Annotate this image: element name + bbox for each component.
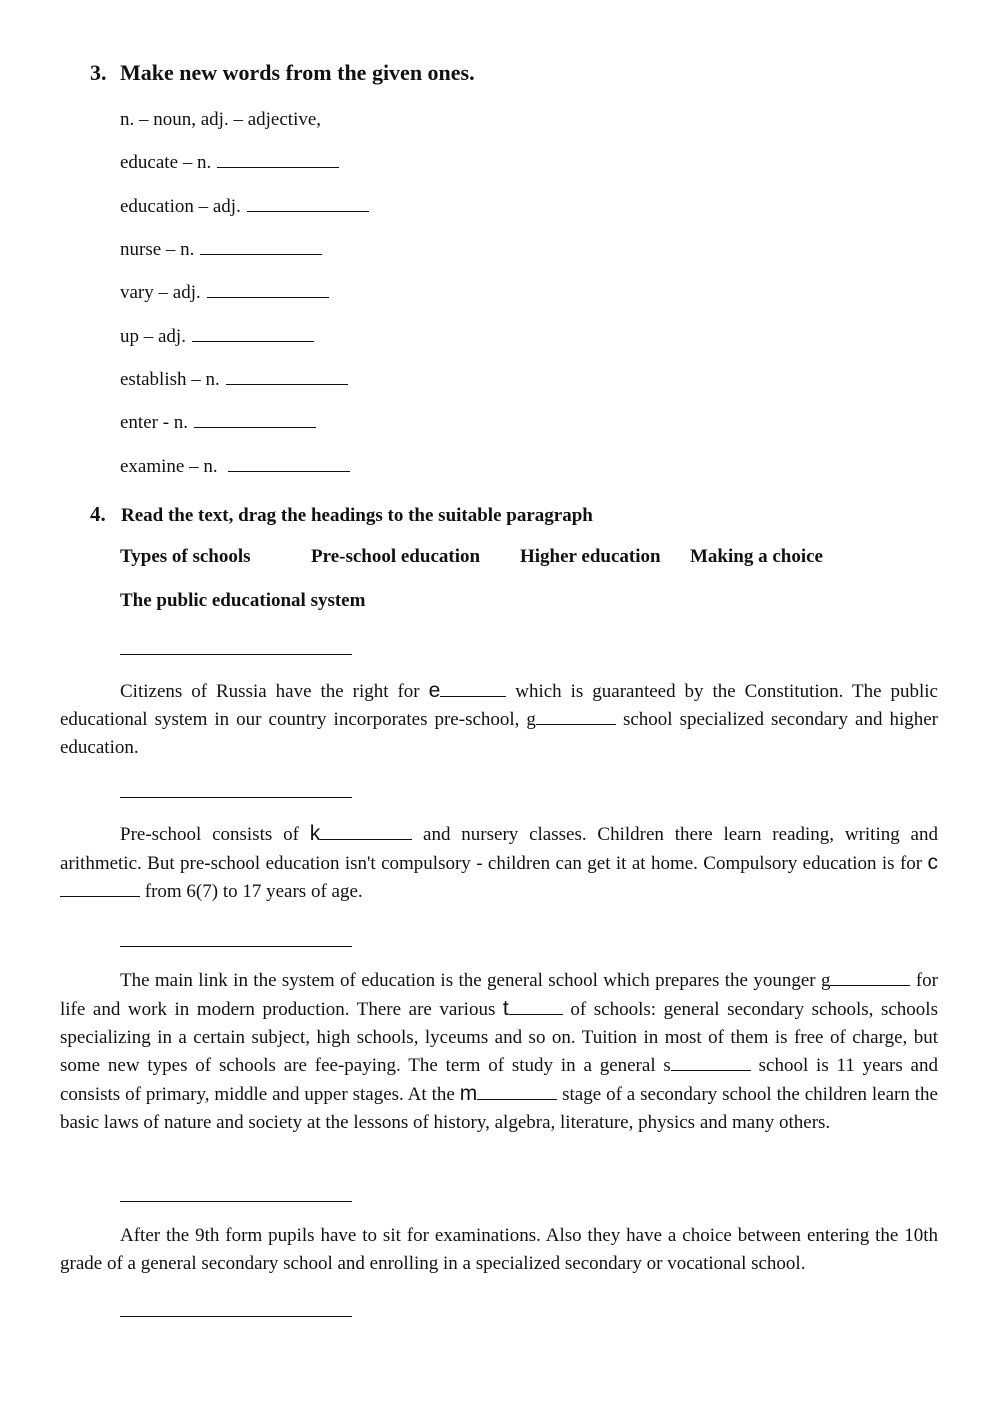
fill-gap[interactable] (671, 1056, 751, 1071)
task4-title: Read the text, drag the headings to the suitable paragraph (121, 505, 593, 526)
heading-public-educational-system[interactable]: The public educational system (120, 590, 366, 611)
task3-legend: n. – noun, adj. – adjective, (120, 109, 322, 130)
fill-gap[interactable] (509, 1000, 563, 1015)
paragraph-3: The main link in the system of education is the general school which prepares the younger g for life and work in modern production. There are various t of schools: general secondary schools, schools specializing in a certain subject, high schools, lyceums and so on. Tuition in most of them is free of charge, but some new types of schools are fee-paying. The term of study in a general s school is 11 years and consists of primary, middle and upper stages. At the m stage of a secondary school the children learn the basic laws of nature and society at the lessons of history, algebra, literature, physics and many others. (60, 970, 938, 1133)
word-prompt: educate – n. (120, 152, 212, 173)
heading-drop-slot[interactable] (120, 946, 352, 947)
heading-drop-slot[interactable] (120, 1201, 352, 1202)
heading-higher-education[interactable]: Higher education (520, 546, 661, 567)
word-prompt: education – adj. (120, 196, 241, 217)
word-item (120, 152, 339, 174)
word-item (120, 239, 322, 261)
heading-making-a-choice[interactable]: Making a choice (690, 546, 823, 567)
fill-gap[interactable] (536, 710, 616, 725)
answer-blank[interactable] (200, 240, 322, 255)
fill-gap[interactable] (477, 1085, 557, 1100)
word-prompt: enter - n. (120, 412, 189, 433)
task3-title: Make new words from the given ones. (120, 60, 475, 85)
heading-drop-slot[interactable] (120, 797, 352, 798)
answer-blank[interactable] (194, 413, 316, 428)
fill-gap[interactable] (60, 882, 140, 897)
answer-blank[interactable] (226, 370, 348, 385)
word-item (120, 369, 348, 391)
paragraph-1: Citizens of Russia have the right for e which is guaranteed by the Constitution. The public educational system in our country incorporates pre-school, g school specialized secondary and higher education. (60, 679, 938, 758)
fill-gap[interactable] (320, 825, 412, 840)
word-prompt: establish – n. (120, 369, 220, 390)
heading-drop-slot[interactable] (120, 1316, 352, 1317)
task4-heading (90, 502, 593, 527)
word-item (120, 456, 350, 478)
task4-number: 4. (90, 502, 106, 526)
heading-pre-school-education[interactable]: Pre-school education (311, 546, 481, 567)
word-prompt: up – adj. (120, 326, 186, 347)
heading-drop-slot[interactable] (120, 654, 352, 655)
heading-types-of-schools[interactable]: Types of schools (120, 546, 251, 567)
word-prompt: nurse – n. (120, 239, 195, 260)
word-item (120, 196, 369, 218)
paragraph-4: After the 9th form pupils have to sit for examinations. Also they have a choice between entering the 10th grade of a general secondary school and enrolling in a specialized secondary or vocational school. (60, 1225, 938, 1274)
fill-gap[interactable] (440, 682, 506, 697)
answer-blank[interactable] (247, 197, 369, 212)
task3-heading (90, 60, 475, 86)
paragraph-2: Pre-school consists of k and nursery classes. Children there learn reading, writing and arithmetic. But pre-school education isn't compulsory - children can get it at home. Compulsory education is for c from 6(7) to 17 years of age. (60, 822, 938, 902)
answer-blank[interactable] (192, 327, 314, 342)
word-item (120, 326, 314, 348)
answer-blank[interactable] (228, 457, 350, 472)
answer-blank[interactable] (207, 283, 329, 298)
word-item (120, 412, 316, 434)
word-prompt: vary – adj. (120, 282, 201, 303)
word-item (120, 282, 329, 304)
task3-number: 3. (90, 60, 107, 85)
word-prompt: examine – n. (120, 456, 218, 477)
fill-gap[interactable] (830, 971, 910, 986)
answer-blank[interactable] (217, 153, 339, 168)
